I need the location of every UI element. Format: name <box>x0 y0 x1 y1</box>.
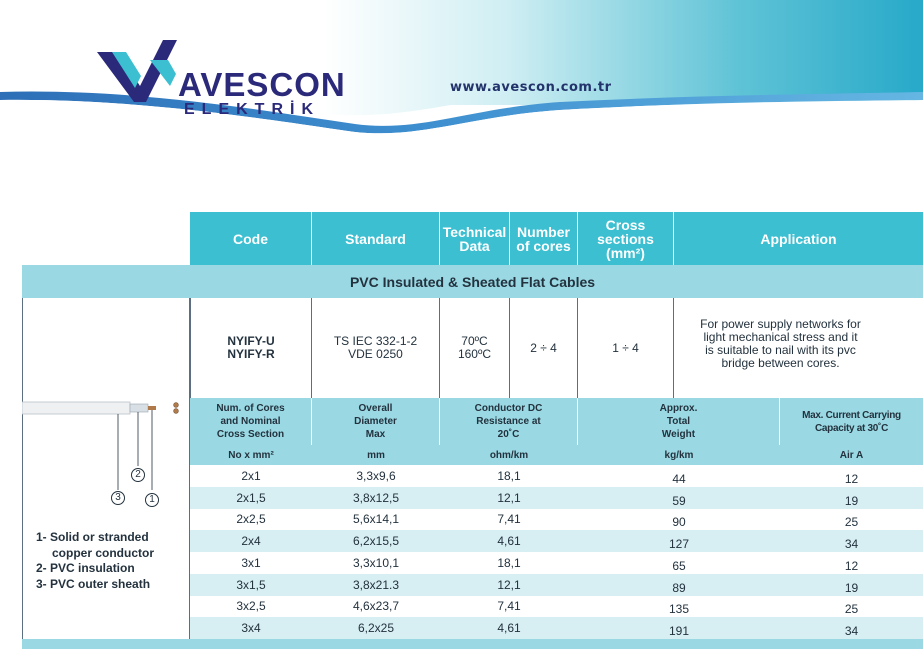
colhead-weight: Approx. Total Weight <box>578 398 780 445</box>
header-standard: Standard <box>312 212 440 265</box>
table-cell: 34 <box>844 624 859 639</box>
table-cell: 12,1 <box>497 490 521 505</box>
table-cell: 6,2x15,5 <box>352 534 400 549</box>
table-cell: 25 <box>844 602 859 617</box>
table-cell: 59 <box>672 493 686 508</box>
callout-3: 3 <box>111 491 125 505</box>
product-cross-sections: 1 ÷ 4 <box>578 298 674 398</box>
table-cell: 3x1 <box>241 555 261 570</box>
table-cell: 5,6x14,1 <box>352 512 400 527</box>
unit-current: Air A <box>780 445 923 465</box>
table-cell: 6,2x25 <box>357 621 395 636</box>
cable-legend <box>36 530 154 592</box>
table-cell: 25 <box>844 515 859 530</box>
section-title: PVC Insulated & Sheated Flat Cables <box>22 265 923 298</box>
page-header <box>0 0 923 140</box>
legend-item-2: 2- PVC insulation <box>36 561 135 575</box>
product-standard-2: VDE 0250 <box>348 347 403 361</box>
table-cell: 12,1 <box>497 577 521 592</box>
colhead-cores-section: Num. of Cores and Nominal Cross Section <box>190 398 312 445</box>
colhead-diameter: Overall Diameter Max <box>312 398 440 445</box>
unit-diameter: mm <box>312 445 440 465</box>
product-standard-1: TS IEC 332-1-2 <box>333 334 418 348</box>
table-cell: 44 <box>672 471 686 486</box>
header-technical-data: Technical Data <box>440 212 510 265</box>
product-code-1: NYIFY-U <box>227 334 275 348</box>
colhead-resistance: Conductor DC Resistance at 20˚C <box>440 398 578 445</box>
table-cell: 3,8x12,5 <box>352 490 400 505</box>
callout-1: 1 <box>145 493 159 507</box>
table-cell: 3,8x21.3 <box>352 577 400 592</box>
unit-weight: kg/km <box>578 445 780 465</box>
product-code <box>190 298 312 398</box>
legend-item-1: 1- Solid or stranded <box>36 530 149 544</box>
brand-subtitle: ELEKTRİK <box>184 101 320 118</box>
table-cell: 18,1 <box>497 468 521 483</box>
table-cell: 19 <box>844 580 859 595</box>
table-cell: 65 <box>672 558 686 573</box>
product-tech-2: 160ºC <box>457 347 492 361</box>
table-cell: 7,41 <box>497 599 521 614</box>
product-table <box>22 212 923 649</box>
table-cell: 12 <box>844 558 859 573</box>
table-cell: 3,3x9,6 <box>356 468 396 483</box>
legend-item-1-cont: copper conductor <box>52 545 155 560</box>
table-cell: 7,41 <box>497 512 521 527</box>
table-cell: 3x1,5 <box>236 577 266 592</box>
header-cross-sections-label: Cross sections <box>597 216 654 247</box>
product-technical-data <box>440 298 510 398</box>
table-cell: 2x1,5 <box>236 490 266 505</box>
table-cell: 2x4 <box>241 534 261 549</box>
header-code: Code <box>190 212 312 265</box>
colhead-current: Max. Current Carrying Capacity at 30˚C <box>780 398 923 445</box>
table-cell: 89 <box>672 580 686 595</box>
table-cell: 2x2,5 <box>236 512 266 527</box>
product-code-2: NYIFY-R <box>227 347 275 361</box>
table-cell: 4,61 <box>497 621 521 636</box>
header-application: Application <box>674 212 923 265</box>
table-cell: 3x4 <box>241 621 261 636</box>
legend-item-3: 3- PVC outer sheath <box>36 576 151 591</box>
header-cross-sections <box>578 212 674 265</box>
header-wave-graphic <box>0 0 923 140</box>
table-cell: 90 <box>672 515 686 530</box>
table-cell: 3x2,5 <box>236 599 266 614</box>
table-cell: 19 <box>844 493 859 508</box>
unit-resistance: ohm/km <box>440 445 578 465</box>
product-standard <box>312 298 440 398</box>
product-cores: 2 ÷ 4 <box>510 298 578 398</box>
header-cross-sections-unit: (mm²) <box>606 244 645 261</box>
table-cell: 2x1 <box>241 468 261 483</box>
unit-cores-section: No x mm² <box>190 445 312 465</box>
flat-cable-diagram <box>22 394 190 514</box>
table-cell: 34 <box>844 537 859 552</box>
website-link[interactable]: www.avescon.com.tr <box>450 80 612 95</box>
table-cell: 4,6x23,7 <box>352 599 400 614</box>
table-cell: 127 <box>668 537 690 552</box>
table-cell: 191 <box>668 624 690 639</box>
table-cell: 135 <box>668 602 690 617</box>
table-cell: 18,1 <box>497 555 521 570</box>
table-footer-band <box>22 639 923 649</box>
product-application: For power supply networks for light mechanical stress and it is suitable to nail with its pvc bridge between cores. <box>674 298 923 398</box>
brand-name: AVESCON <box>178 66 346 103</box>
table-cell: 4,61 <box>497 534 521 549</box>
table-cell: 3,3x10,1 <box>352 555 400 570</box>
product-tech-1: 70ºC <box>461 334 488 348</box>
header-number-of-cores: Number of cores <box>510 212 578 265</box>
table-cell: 12 <box>844 471 859 486</box>
callout-2: 2 <box>131 468 145 482</box>
